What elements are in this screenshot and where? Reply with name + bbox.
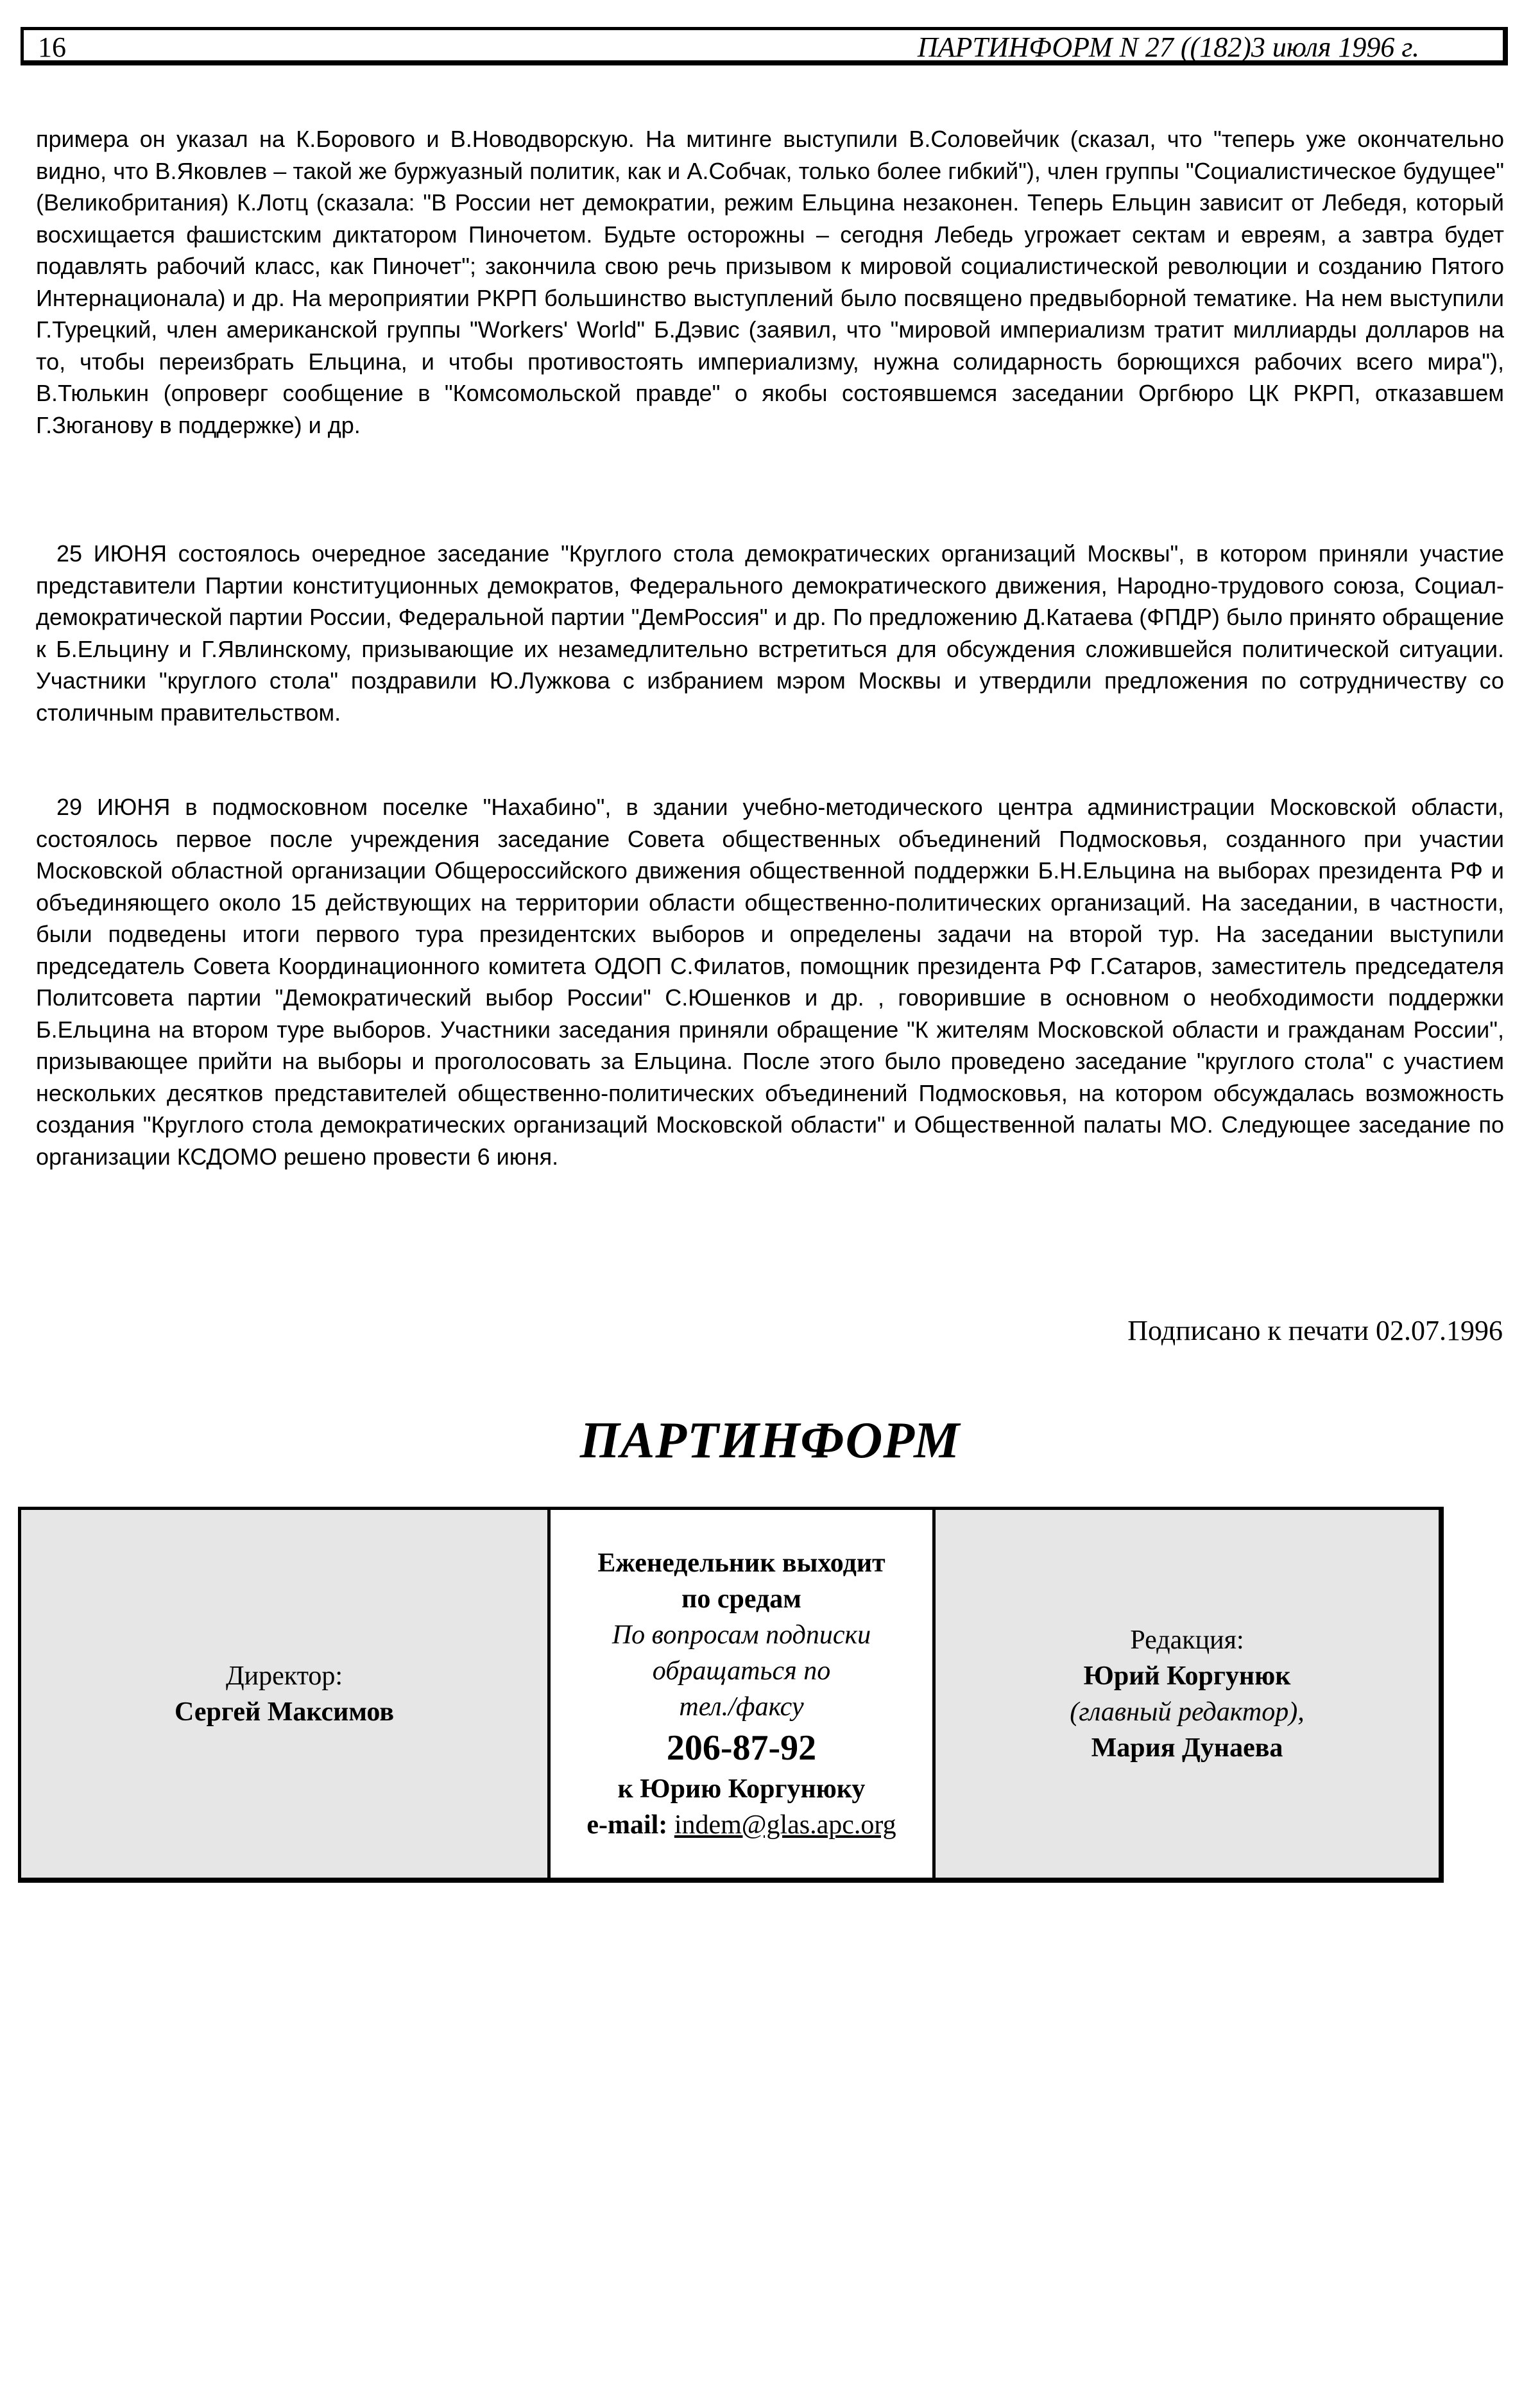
email-link[interactable]: indem@glas.apc.org	[674, 1810, 896, 1840]
issue-line: ПАРТИНФОРМ N 27 ((182)3 июля 1996 г.	[917, 31, 1419, 63]
director-label: Директор:	[225, 1661, 343, 1691]
director-name: Сергей Максимов	[174, 1697, 395, 1727]
article-paragraph-1: примера он указал на К.Борового и В.Новодворскую. На митинге выступили В.Соловейчик (сказал, что "теперь уже окончательно видно, что В.Яковлев – такой же буржуазный политик, как и А.Собчак, только более гибкий"), член группы "Социалистическое будущее" (Великобритания) К.Лотц (сказала: "В России нет демократии, режим Ельцина незаконен. Теперь Ельцин зависит от Лебедя, который восхищается фашистским диктатором Пиночетом. Будьте осторожны – сегодня Лебедь угрожает сектам и евреям, а завтра будет подавлять рабочий класс, как Пиночет"; закончила свою речь призывом к мировой социалистической революции и созданию Пятого Интернационала) и др. На мероприятии РКРП большинство выступлений было посвящено предвыборной тематике. На нем выступили Г.Турецкий, член американской группы "Workers' World" Б.Дэвис (заявил, что "мировой империализм тратит миллиарды долларов на то, чтобы переизбрать Ельцина, и чтобы противостоять империализму, нужна солидарность борющихся рабочих всего мира"), В.Тюлькин (опроверг сообщение в "Комсомольской правде" о якобы состоявшемся заседании Оргбюро ЦК РКРП, отказавшем Г.Зюганову в поддержке) и др.	[36, 126, 1504, 438]
email-line	[586, 1807, 896, 1843]
subscription-line-3: тел./факсу	[679, 1692, 804, 1722]
contact-person: к Юрию Коргунюку	[617, 1774, 866, 1804]
phone-number: 206-87-92	[666, 1727, 817, 1768]
chief-editor-role: (главный редактор),	[1070, 1697, 1305, 1727]
weekly-notice-line-2: по средам	[681, 1584, 801, 1614]
article-paragraph-3	[36, 791, 1504, 1172]
editorial-cell	[936, 1510, 1439, 1878]
subscription-line-1: По вопросам подписки	[612, 1620, 871, 1650]
page-number: 16	[38, 31, 66, 63]
page-header	[21, 27, 1508, 65]
article-paragraph-2	[36, 538, 1504, 728]
subscription-cell	[551, 1510, 936, 1878]
chief-editor-name: Юрий Коргунюк	[1083, 1661, 1291, 1691]
email-label: e-mail:	[586, 1810, 668, 1840]
imprint-box	[18, 1507, 1444, 1883]
director-cell	[21, 1510, 551, 1878]
editor-name: Мария Дунаева	[1091, 1733, 1283, 1763]
paragraph-text: 29 ИЮНЯ в подмосковном поселке "Нахабино", в здании учебно-методического центра администрации Московской области, состоялось первое после учреждения заседание Совета общественных объединений Подмосковья, созданного при участии Московской областной организации Общероссийского движения общественной поддержки Б.Н.Ельцина на выборах президента РФ и объединяющего около 15 действующих на территории области общественно-политических организаций. На заседании, в частности, были подведены итоги первого тура президентских выборов и определены задачи на второй тур. На заседании выступили председатель Совета Координационного комитета ОДОП С.Филатов, помощник президента РФ Г.Сатаров, заместитель председателя Политсовета партии "Демократический выбор России" С.Юшенков и др. , говорившие в основном о необходимости поддержки Б.Ельцина на втором туре выборов. Участники заседания приняли обращение "К жителям Московской области и гражданам России", призывающее прийти на выборы и проголосовать за Ельцина. После этого было проведено заседание "круглого стола" с участием нескольких десятков представителей общественно-политических объединений Подмосковья, на котором обсуждалась возможность создания "Круглого стола демократических организаций Московской области" и Общественной палаты МО. Следующее заседание по организации КСДОМО решено провести 6 июня.	[36, 794, 1504, 1170]
editorial-label: Редакция:	[1130, 1625, 1244, 1655]
paragraph-text: 25 ИЮНЯ состоялось очередное заседание "Круглого стола демократических организаций Москвы", в котором приняли участие представители Партии конституционных демократов, Федерального демократического движения, Народно-трудового союза, Социал-демократической партии России, Федеральной партии "ДемРоссия" и др. По предложению Д.Катаева (ФПДР) было принято обращение к Б.Ельцину и Г.Явлинскому, призывающие их незамедлительно встретиться для обсуждения сложившейся политической ситуации. Участники "круглого стола" поздравили Ю.Лужкова с избранием мэром Москвы и утвердили предложения по сотрудничеству со столичным правительством.	[36, 540, 1504, 726]
signed-to-print-line: Подписано к печати 02.07.1996	[1127, 1315, 1503, 1346]
weekly-notice-line-1: Еженедельник выходит	[597, 1548, 886, 1578]
masthead-title: ПАРТИНФОРМ	[579, 1412, 961, 1469]
subscription-line-2: обращаться по	[652, 1656, 831, 1686]
